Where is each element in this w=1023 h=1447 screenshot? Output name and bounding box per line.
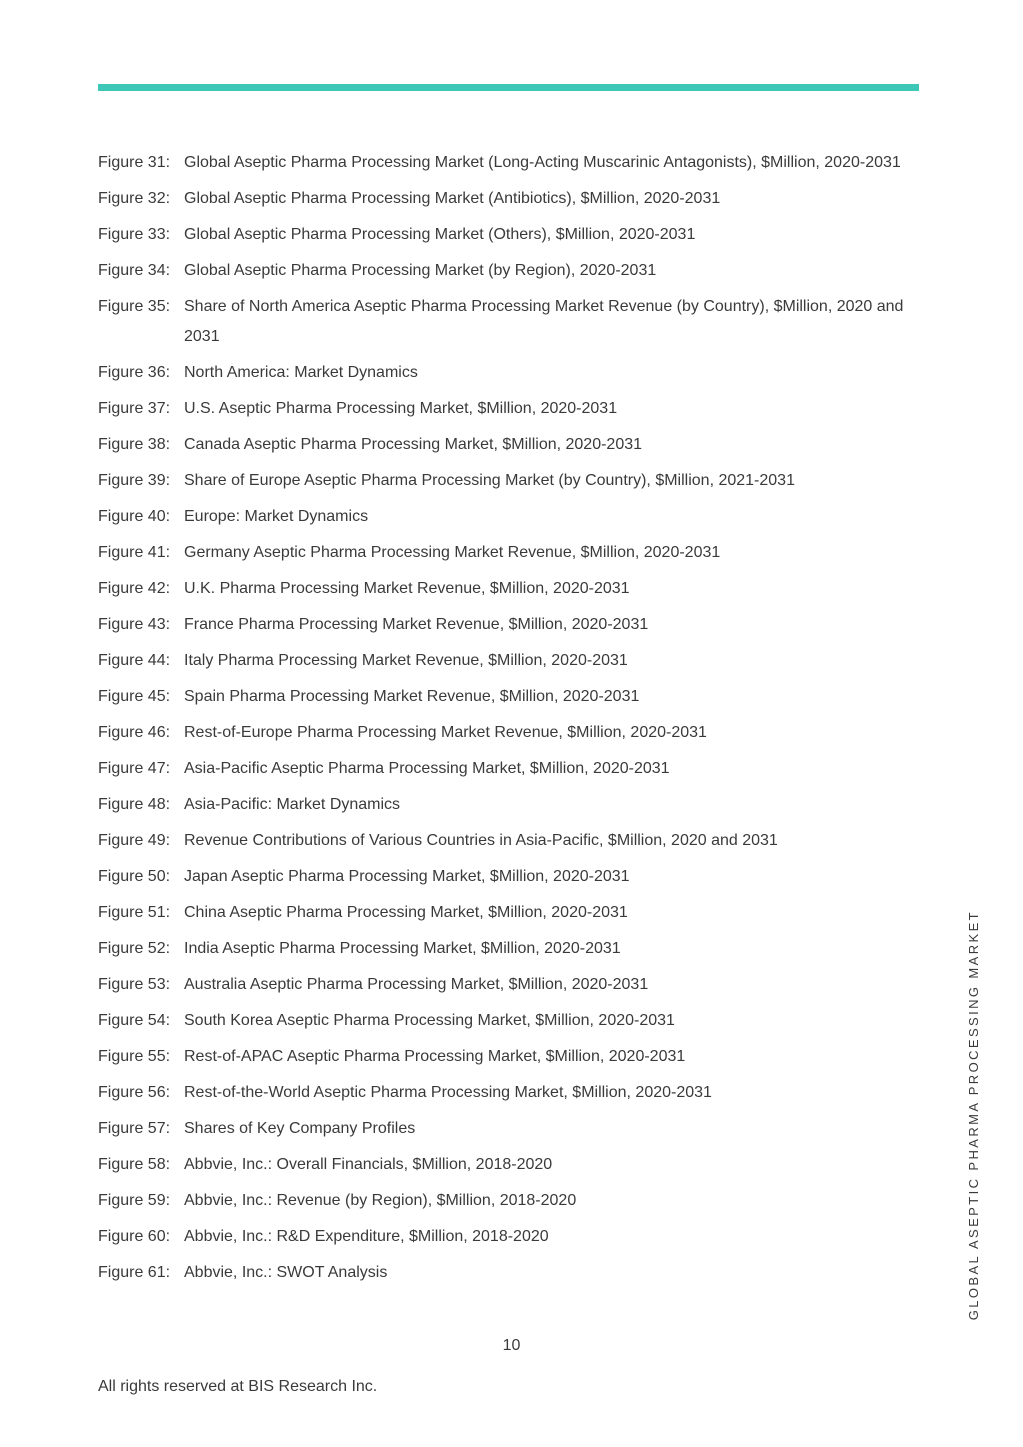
figure-number: Figure 50: [98, 868, 171, 885]
figure-entry [98, 862, 920, 892]
footer-copyright: All rights reserved at BIS Research Inc. [98, 1378, 378, 1395]
figure-title: France Pharma Processing Market Revenue, $Million, 2020-2031 [184, 616, 649, 633]
figure-number: Figure 44: [98, 652, 171, 669]
figure-title: Share of North America Aseptic Pharma Processing Market Revenue (by Country), $Million, 2020 and 2031 [184, 298, 904, 345]
figure-number: Figure 33: [98, 226, 171, 243]
figure-title: Shares of Key Company Profiles [184, 1120, 416, 1137]
figure-title: Global Aseptic Pharma Processing Market (Long-Acting Muscarinic Antagonists), $Million, 2020-2031 [184, 154, 901, 171]
figure-entry [98, 970, 920, 1000]
figure-number: Figure 43: [98, 616, 171, 633]
figure-entry [98, 682, 920, 712]
figure-entry [98, 502, 920, 532]
figure-number: Figure 32: [98, 190, 171, 207]
figure-number: Figure 38: [98, 436, 171, 453]
figure-number: Figure 54: [98, 1012, 171, 1029]
figure-title: South Korea Aseptic Pharma Processing Market, $Million, 2020-2031 [184, 1012, 675, 1029]
figure-number: Figure 52: [98, 940, 171, 957]
figure-title: Global Aseptic Pharma Processing Market (Antibiotics), $Million, 2020-2031 [184, 190, 721, 207]
figure-entry [98, 292, 920, 352]
figure-title: India Aseptic Pharma Processing Market, $Million, 2020-2031 [184, 940, 621, 957]
figure-entry [98, 790, 920, 820]
figure-title: Global Aseptic Pharma Processing Market (by Region), 2020-2031 [184, 262, 657, 279]
figure-title: Abbvie, Inc.: SWOT Analysis [184, 1264, 388, 1281]
figure-number: Figure 41: [98, 544, 171, 561]
figure-entry [98, 148, 920, 178]
figure-entry [98, 1222, 920, 1252]
figure-number: Figure 46: [98, 724, 171, 741]
figure-entry [98, 646, 920, 676]
figure-title: Asia-Pacific Aseptic Pharma Processing Market, $Million, 2020-2031 [184, 760, 670, 777]
figure-title: Rest-of-APAC Aseptic Pharma Processing Market, $Million, 2020-2031 [184, 1048, 686, 1065]
figure-number: Figure 36: [98, 364, 171, 381]
figure-number: Figure 61: [98, 1264, 171, 1281]
page-number: 10 [502, 1337, 521, 1354]
figure-entry [98, 394, 920, 424]
figure-number: Figure 35: [98, 298, 171, 315]
figure-title: Australia Aseptic Pharma Processing Market, $Million, 2020-2031 [184, 976, 649, 993]
figure-title: Spain Pharma Processing Market Revenue, $Million, 2020-2031 [184, 688, 640, 705]
figure-number: Figure 39: [98, 472, 171, 489]
figure-entry [98, 256, 920, 286]
figure-title: Italy Pharma Processing Market Revenue, $Million, 2020-2031 [184, 652, 628, 669]
figure-number: Figure 48: [98, 796, 171, 813]
figure-number: Figure 53: [98, 976, 171, 993]
figure-title: Europe: Market Dynamics [184, 508, 369, 525]
figure-title: U.S. Aseptic Pharma Processing Market, $Million, 2020-2031 [184, 400, 618, 417]
figure-entry [98, 934, 920, 964]
figure-entry [98, 574, 920, 604]
figure-number: Figure 57: [98, 1120, 171, 1137]
figure-entry [98, 1114, 920, 1144]
figure-title: North America: Market Dynamics [184, 364, 418, 381]
list-of-figures [98, 148, 920, 1294]
figure-title: Rest-of-the-World Aseptic Pharma Processing Market, $Million, 2020-2031 [184, 1084, 712, 1101]
figure-title: Abbvie, Inc.: Overall Financials, $Million, 2018-2020 [184, 1156, 553, 1173]
figure-number: Figure 55: [98, 1048, 171, 1065]
figure-number: Figure 58: [98, 1156, 171, 1173]
figure-title: Abbvie, Inc.: Revenue (by Region), $Million, 2018-2020 [184, 1192, 577, 1209]
figure-number: Figure 37: [98, 400, 171, 417]
figure-title: U.K. Pharma Processing Market Revenue, $Million, 2020-2031 [184, 580, 630, 597]
figure-number: Figure 31: [98, 154, 171, 171]
figure-entry [98, 1258, 920, 1288]
figure-title: Abbvie, Inc.: R&D Expenditure, $Million, 2018-2020 [184, 1228, 549, 1245]
figure-number: Figure 45: [98, 688, 171, 705]
figure-title: Share of Europe Aseptic Pharma Processing Market (by Country), $Million, 2021-2031 [184, 472, 795, 489]
figure-title: Asia-Pacific: Market Dynamics [184, 796, 401, 813]
figure-title: Rest-of-Europe Pharma Processing Market Revenue, $Million, 2020-2031 [184, 724, 707, 741]
figure-entry [98, 1186, 920, 1216]
figure-number: Figure 34: [98, 262, 171, 279]
figure-entry [98, 1078, 920, 1108]
side-running-title: GLOBAL ASEPTIC PHARMA PROCESSING MARKET [966, 910, 981, 1321]
figure-entry [98, 358, 920, 388]
figure-entry [98, 1006, 920, 1036]
figure-number: Figure 47: [98, 760, 171, 777]
top-accent-rule [98, 84, 919, 91]
figure-number: Figure 49: [98, 832, 171, 849]
figure-entry [98, 538, 920, 568]
figure-entry [98, 826, 920, 856]
figure-entry [98, 1042, 920, 1072]
figure-entry [98, 898, 920, 928]
figure-number: Figure 51: [98, 904, 171, 921]
figure-number: Figure 60: [98, 1228, 171, 1245]
figure-title: Germany Aseptic Pharma Processing Market Revenue, $Million, 2020-2031 [184, 544, 721, 561]
figure-entry [98, 1150, 920, 1180]
figure-title: China Aseptic Pharma Processing Market, $Million, 2020-2031 [184, 904, 628, 921]
figure-entry [98, 220, 920, 250]
figure-number: Figure 40: [98, 508, 171, 525]
figure-entry [98, 754, 920, 784]
figure-entry [98, 184, 920, 214]
figure-entry [98, 430, 920, 460]
figure-number: Figure 59: [98, 1192, 171, 1209]
figure-entry [98, 466, 920, 496]
figure-title: Global Aseptic Pharma Processing Market (Others), $Million, 2020-2031 [184, 226, 696, 243]
figure-number: Figure 56: [98, 1084, 171, 1101]
figure-entry [98, 718, 920, 748]
figure-entry [98, 610, 920, 640]
figure-title: Revenue Contributions of Various Countries in Asia-Pacific, $Million, 2020 and 2031 [184, 832, 778, 849]
figure-title: Japan Aseptic Pharma Processing Market, $Million, 2020-2031 [184, 868, 630, 885]
figure-number: Figure 42: [98, 580, 171, 597]
figure-title: Canada Aseptic Pharma Processing Market, $Million, 2020-2031 [184, 436, 643, 453]
